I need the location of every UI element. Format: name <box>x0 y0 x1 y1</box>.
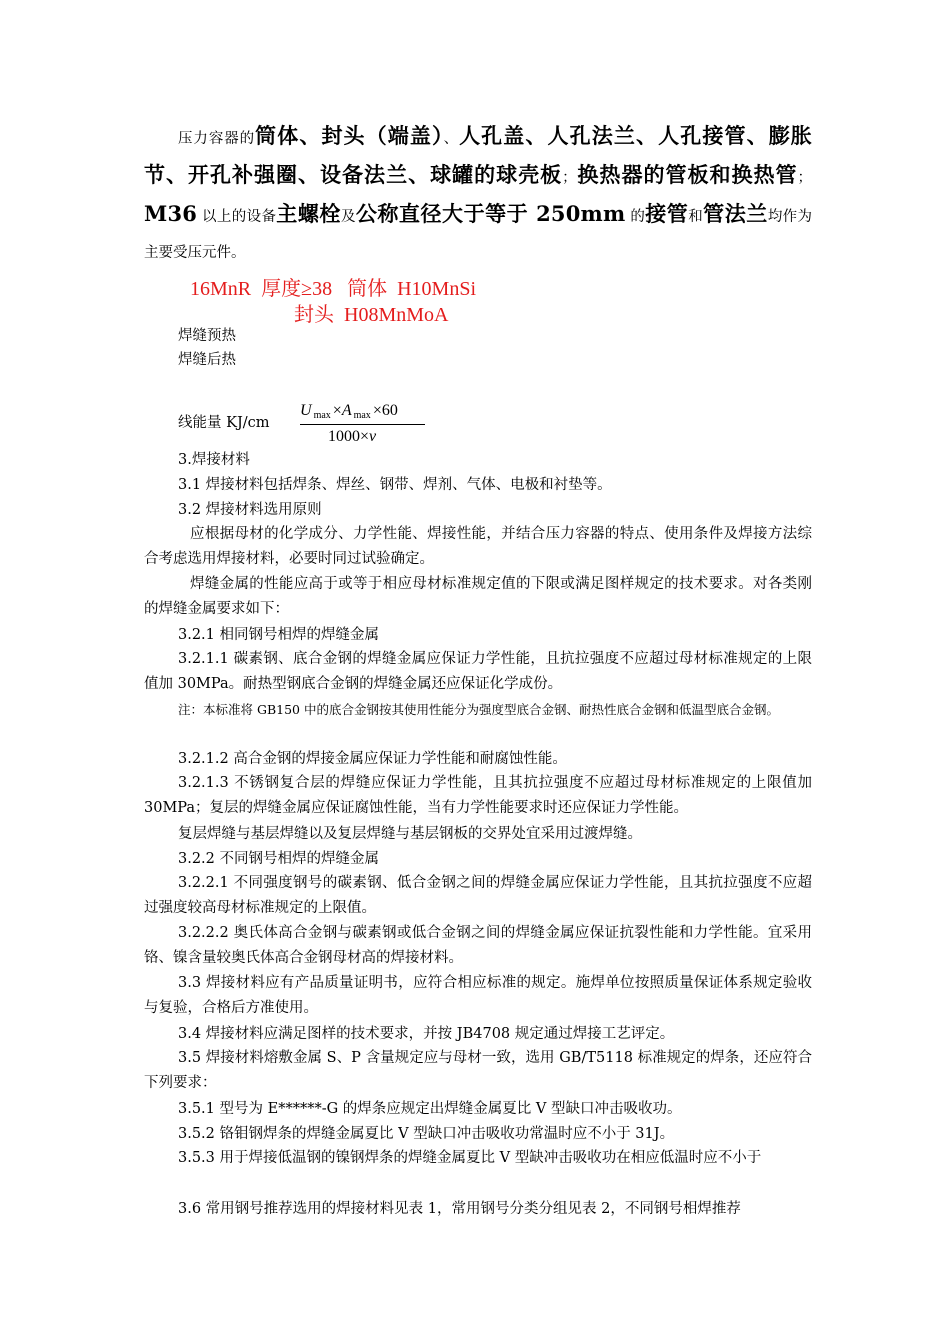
intro-text: 以上的设备 <box>197 209 277 225</box>
section-3-5-1: 3.5.1 型号为 E******-G 的焊条应规定出焊缝金属夏比 V 型缺口冲击吸收功。 <box>178 1101 682 1117</box>
intro-bold-text: M36 <box>144 201 198 226</box>
intro-bold-text: 管法兰 <box>703 201 768 226</box>
paragraph-transition-weld: 复层焊缝与基层焊缝以及复层焊缝与基层钢板的交界处宜采用过渡焊缝。 <box>178 826 642 842</box>
section-3-5-3: 3.5.3 用于焊接低温钢的镍钢焊条的焊缝金属夏比 V 型缺冲击吸收功在相应低温时应不小于 <box>178 1150 762 1166</box>
section-3-3: 3.3 焊接材料应有产品质量证明书，应符合相应标准的规定。施焊单位按照质量保证体系规定验收与复验，合格后方准使用。 <box>144 975 812 1016</box>
section-3-2-1-3: 3.2.1.3 不锈钢复合层的焊缝应保证力学性能，且其抗拉强度不应超过母材标准规定的上限值加 30MPa；复层的焊缝金属应保证腐蚀性能，当有力学性能要求时还应保证力学性能。 <box>144 775 812 816</box>
paragraph-weld-metal-requirement: 焊缝金属的性能应高于或等于相应母材标准规定值的下限或满足图样规定的技术要求。对各类刚的焊缝金属要求如下： <box>144 576 812 617</box>
red-annotation-line-1: 16MnR 厚度≥38 筒体 H10MnSi <box>190 278 477 300</box>
formula-times: × <box>332 402 342 419</box>
section-3-2-2-2: 3.2.2.2 奥氏体高合金钢与碳素钢或低合金钢之间的焊缝金属应保证抗裂性能和力学性能。宜采用铬、镍含量较奥氏体高合金钢母材高的焊接材料。 <box>144 925 812 966</box>
intro-text: 压力容器的 <box>178 131 256 147</box>
section-3-2-1: 3.2.1 相同钢号相焊的焊缝金属 <box>178 627 380 643</box>
intro-bold-text: 接管 <box>645 201 689 226</box>
postheat-label: 焊缝后热 <box>178 352 236 368</box>
intro-bold-text: 公称直径大于等于 250mm <box>355 201 626 226</box>
section-3-heading: 3.焊接材料 <box>178 452 250 468</box>
section-3-2-2: 3.2.2 不同钢号相焊的焊缝金属 <box>178 851 380 867</box>
intro-bold-text: 筒体、封头（端盖） <box>255 123 444 148</box>
formula-1000: 1000 <box>328 428 360 445</box>
paragraph-selection-basis: 应根据母材的化学成分、力学性能、焊接性能，并结合压力容器的特点、使用条件及焊接方法综合考虑选用焊接材料，必要时同过试验确定。 <box>144 526 812 567</box>
intro-bold-text: 人孔盖、人孔法兰、人孔接管、膨胀节、开孔补强圈、设备法兰、球罐的球壳板 <box>144 123 813 187</box>
formula-times: × <box>360 428 370 445</box>
intro-text: ； <box>797 170 812 186</box>
section-3-2-2-1: 3.2.2.1 不同强度钢号的碳素钢、低合金钢之间的焊缝金属应保证力学性能，且其抗拉强度不应超过强度较高母材标准规定的上限值。 <box>144 875 812 916</box>
intro-text: 、 <box>443 131 460 147</box>
section-3-6: 3.6 常用钢号推荐选用的焊接材料见表 1，常用钢号分类分组见表 2，不同钢号相焊推荐 <box>178 1201 741 1217</box>
section-3-5: 3.5 焊接材料熔敷金属 S、P 含量规定应与母材一致，选用 GB/T5118 标准规定的焊条，还应符合下列要求： <box>144 1050 812 1091</box>
section-3-4: 3.4 焊接材料应满足图样的技术要求，并按 JB4708 规定通过焊接工艺评定。 <box>178 1026 675 1042</box>
formula-u: U <box>300 402 312 419</box>
formula-v: v <box>369 428 377 445</box>
formula-fraction-bar <box>300 424 425 425</box>
intro-text: 均作为主要受压元件。 <box>144 209 813 261</box>
formula-a: A <box>341 402 352 419</box>
section-3-2-1-1: 3.2.1.1 碳素钢、底合金钢的焊缝金属应保证力学性能，且抗拉强度不应超过母材标准规定的上限值加 30MPa。耐热型钢底合金钢的焊缝金属还应保证化学成份。 <box>144 651 812 692</box>
standard-note: 注：本标准将 GB150 中的底合金钢按其使用性能分为强度型底合金钢、耐热性底合金钢和低温型底合金钢。 <box>178 702 779 717</box>
intro-text: 的 <box>625 209 646 225</box>
formula-numerator <box>300 402 398 421</box>
section-3-5-2: 3.5.2 铬钼钢焊条的焊缝金属夏比 V 型缺口冲击吸收功常温时应不小于 31J。 <box>178 1126 675 1142</box>
section-3-2: 3.2 焊接材料选用原则 <box>178 502 322 518</box>
formula-a-sub: max <box>353 410 371 421</box>
red-annotation-line-2: 封头 H08MnMoA <box>294 304 449 326</box>
intro-bold-text: 主螺栓 <box>276 201 341 226</box>
section-3-1: 3.1 焊接材料包括焊条、焊丝、钢带、焊剂、气体、电极和衬垫等。 <box>178 477 612 493</box>
intro-text: 和 <box>688 209 704 225</box>
preheat-label: 焊缝预热 <box>178 328 236 344</box>
intro-text: ； <box>562 170 577 186</box>
section-3-2-1-2: 3.2.1.2 高合金钢的焊接金属应保证力学性能和耐腐蚀性能。 <box>178 751 567 767</box>
formula-denominator <box>328 428 376 446</box>
formula-times-60: ×60 <box>372 402 398 419</box>
intro-paragraph <box>144 118 812 271</box>
heat-input-label: 线能量 KJ/cm <box>178 415 270 431</box>
intro-bold-text: 换热器的管板和换热管 <box>576 162 798 187</box>
formula-u-sub: max <box>313 410 331 421</box>
intro-text: 及 <box>340 209 356 225</box>
